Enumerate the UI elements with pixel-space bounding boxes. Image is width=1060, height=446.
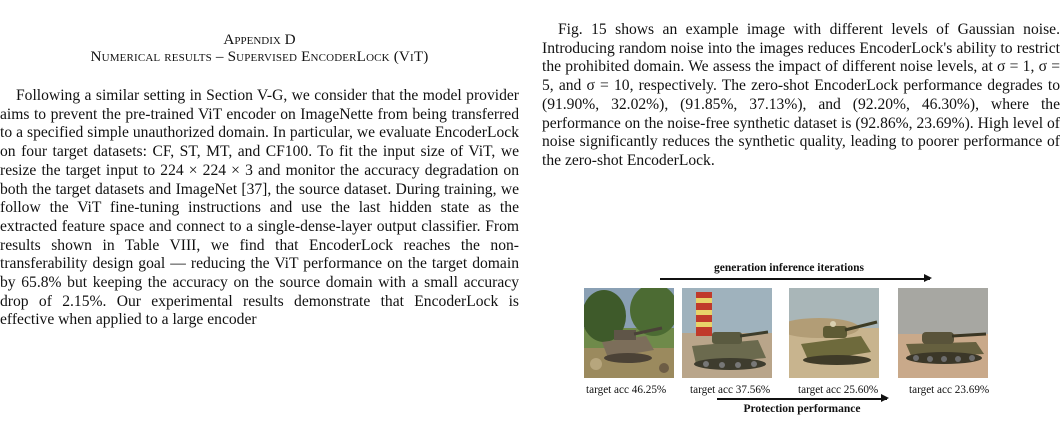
figure-bottom-label: Protection performance [743,403,861,415]
tank-image-2 [682,288,772,378]
caption-1: target acc 46.25% [586,384,667,396]
right-paragraph: Fig. 15 shows an example image with different levels of Gaussian noise. Introducing random noise into the images reduces EncoderLock's ability to restrict the prohibited domain. We assess the impact of different noise levels, at σ = 1, σ = 5, and σ = 10, respectively. The zero-shot EncoderLock performance degrades to (91.90%, 32.02%), (91.85%, 37.13%), and (92.20%, 46.30%), where the performance on the noise-free synthetic dataset is (92.86%, 23.69%). High level of noise significantly reduces the synthetic quality, leading to poorer performance of the zero-shot EncoderLock. [542,21,1060,169]
caption-3: target acc 25.60% [798,384,879,396]
tank-image-4 [898,288,988,378]
appendix-title: Appendix D [223,31,296,48]
left-column [0,0,519,330]
tank-image-3 [789,288,879,378]
figure-15 [542,262,1060,422]
tank-image-1 [584,288,674,378]
right-column [542,0,1060,171]
caption-2: target acc 37.56% [690,384,771,396]
left-paragraph: Following a similar setting in Section V-G, we consider that the model provider aims to prevent the pre-trained ViT encoder on ImageNette from being transferred to a specified simple unauthorized domain. In particular, we evaluate EncoderLock on four target datasets: CF, ST, MT, and CF100. To fit the input size of ViT, we resize the target input to 224 × 224 × 3 and monitor the accuracy degradation on both the target datasets and ImageNet [37], the source dataset. During training, we follow the ViT fine-tuning instructions and use the last hidden state as the extracted feature space and connect to a single-dense-layer output classifier. From results shown in Table VIII, we find that EncoderLock reaches the non-transferability design goal — reducing the ViT performance on the target domain by 65.8% but keeping the accuracy on the source domain with a small accuracy drop of 2.15%. Our experimental results demonstrate that EncoderLock is effective when applied to a large encoder [0,87,519,329]
figure-top-label: generation inference iterations [714,262,864,274]
top-arrow [660,278,930,280]
appendix-subtitle: Numerical results – Supervised EncoderLock (ViT) [90,48,429,65]
caption-4: target acc 23.69% [909,384,990,396]
bottom-arrow [717,398,887,400]
